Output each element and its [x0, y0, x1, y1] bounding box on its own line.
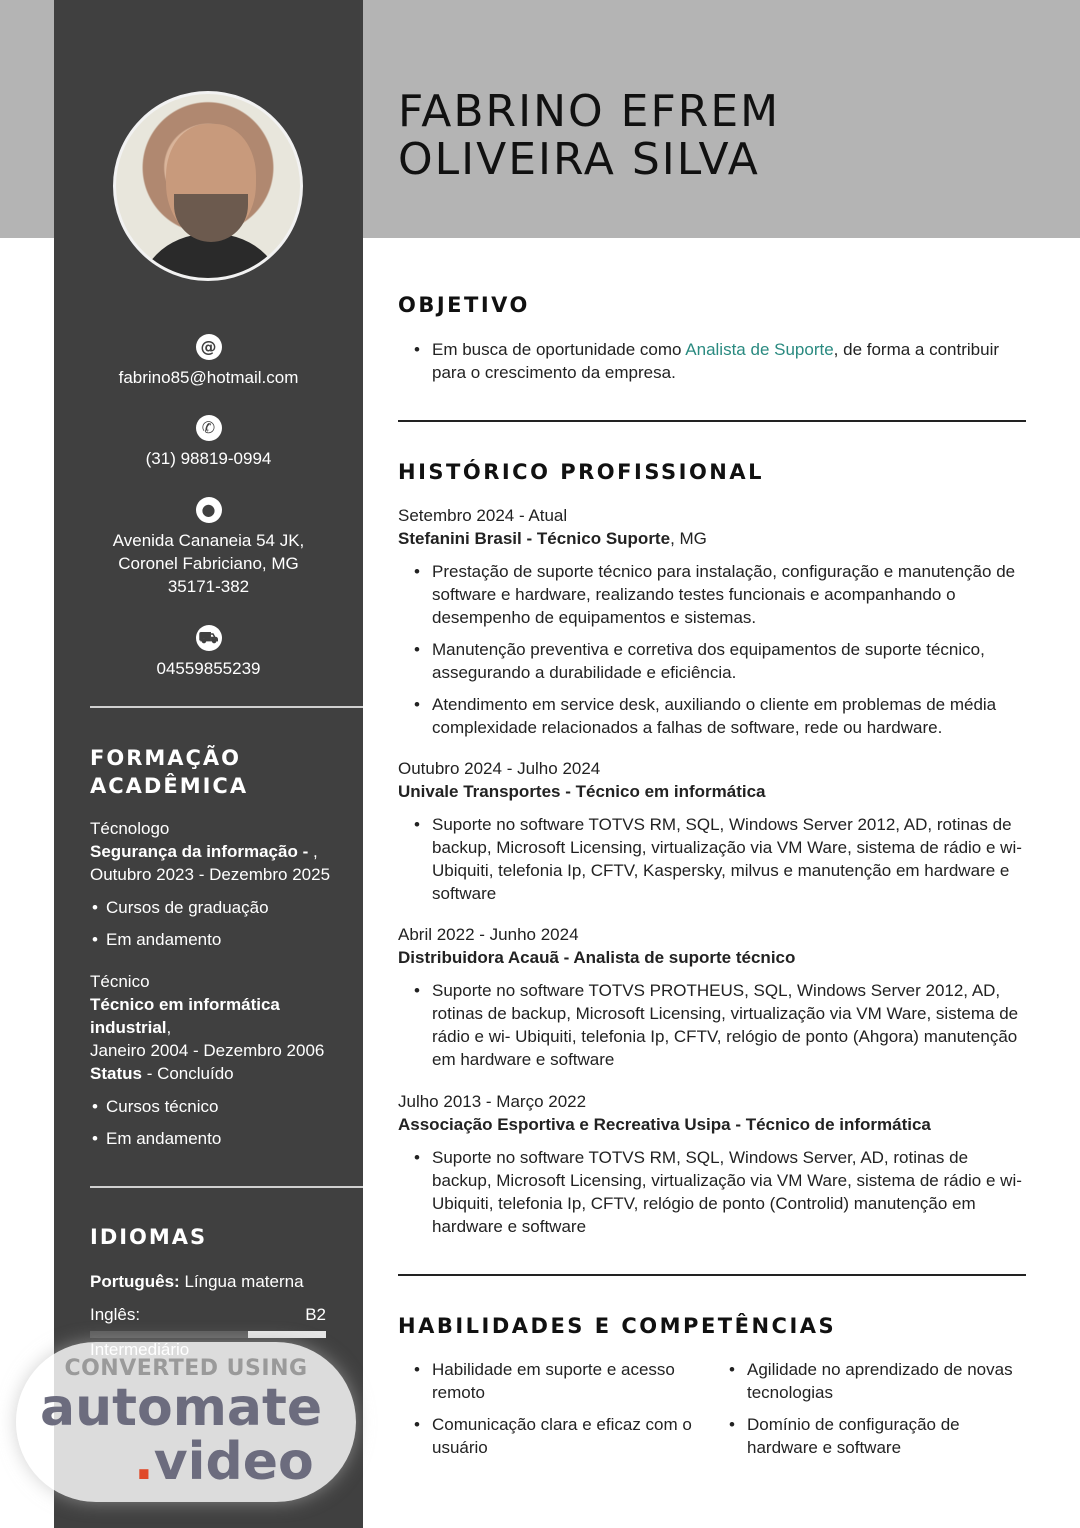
phone-text: (31) 98819-0994: [145, 449, 272, 468]
job-bullets: [398, 560, 1028, 739]
language-level-fill: [248, 1331, 326, 1338]
education-course: Segurança da informação -: [90, 842, 313, 861]
language-name: Inglês:: [90, 1305, 141, 1324]
list-item: • Prestação de suporte técnico para instalação, configuração e manutenção de software e hardware, realizando testes funcionais e acompanhando o desempenho de equipamentos e sistemas.: [398, 560, 1028, 629]
job-period: Julho 2013 - Março 2022: [398, 1092, 587, 1111]
job-title: Stefanini Brasil - Técnico Suporte: [398, 529, 671, 548]
objective-highlight: Analista de Suporte: [685, 340, 834, 359]
skill-item: • Habilidade em suporte e acesso remoto: [398, 1358, 713, 1404]
contact-license: [54, 625, 363, 680]
education-course: Técnico em informática industrial: [90, 995, 280, 1037]
list-item: • Suporte no software TOTVS RM, SQL, Windows Server 2012, AD, rotinas de backup, Microsoft Licensing, virtualização via VM Ware, sistema de rádio e wi- Ubiquiti, telefonia Ip, CFTV, Kaspersky, milvus e manutenção em hardware e software: [398, 813, 1028, 905]
skills-heading: HABILIDADES E COMPETÊNCIAS: [398, 1314, 837, 1338]
job-bullets: [398, 813, 1028, 905]
education-level: Técnico: [90, 972, 150, 991]
job-location: , MG: [670, 529, 707, 548]
education-entry: Técnico Técnico em informática industrial, Janeiro 2004 - Dezembro 2006 Status - Concluído • Cursos técnico • Em andamento: [90, 970, 340, 1159]
phone-icon: ✆: [196, 415, 222, 441]
license-text: 04559855239: [156, 659, 261, 678]
location-pin-icon: ●: [196, 497, 222, 523]
job-entry: [398, 757, 1028, 914]
job-entry: [398, 1090, 1028, 1247]
candidate-name: FABRINO EFREM OLIVEIRA SILVA: [398, 86, 781, 185]
sidebar: [54, 0, 363, 1528]
language-portuguese: [90, 1270, 326, 1293]
skills-column-right: [713, 1358, 1028, 1468]
education-status-value: - Concluído: [141, 1064, 234, 1083]
job-period: Outubro 2024 - Julho 2024: [398, 759, 601, 778]
car-icon: ⛟: [196, 625, 222, 651]
job-title: Distribuidora Acauã - Analista de suporte técnico: [398, 948, 796, 967]
watermark-badge: [16, 1342, 356, 1502]
sidebar-divider: [90, 706, 363, 708]
job-bullets: [398, 1146, 1028, 1238]
list-item: • Atendimento em service desk, auxiliando o cliente em problemas de média complexidade relacionados a falhas de software, rede ou hardware.: [398, 693, 1028, 739]
list-item: • Manutenção preventiva e corretiva dos equipamentos de suporte técnico, assegurando a durabilidade e eficiência.: [398, 638, 1028, 684]
watermark-brand: automate: [40, 1378, 323, 1438]
language-level-bar: [90, 1331, 326, 1338]
education-period: Janeiro 2004 - Dezembro 2006: [90, 1041, 325, 1060]
job-bullets: [398, 979, 1028, 1071]
section-divider: [398, 1274, 1026, 1276]
education-bullets: [90, 1095, 340, 1150]
skill-item: • Comunicação clara e eficaz com o usuário: [398, 1413, 713, 1459]
job-entry: [398, 923, 1028, 1080]
objective-text: • Em busca de oportunidade como Analista de Suporte, de forma a contribuir para o crescimento da empresa.: [398, 338, 1028, 384]
skill-item: • Domínio de configuração de hardware e software: [713, 1413, 1028, 1459]
objective-heading: OBJETIVO: [398, 293, 530, 317]
contact-address: [54, 497, 363, 598]
contact-email: [54, 334, 363, 389]
skills-list: [398, 1358, 1028, 1468]
job-period: Setembro 2024 - Atual: [398, 506, 568, 525]
skill-item: • Agilidade no aprendizado de novas tecnologias: [713, 1358, 1028, 1404]
language-level: Língua materna: [179, 1272, 304, 1291]
skills-column-left: [398, 1358, 713, 1468]
list-item: • Em andamento: [90, 1127, 340, 1150]
at-icon: @: [196, 334, 222, 360]
watermark-caption: CONVERTED USING: [64, 1356, 308, 1381]
job-title: Associação Esportiva e Recreativa Usipa - Técnico de informática: [398, 1115, 931, 1134]
language-level-code: B2: [305, 1305, 326, 1324]
language-name: Português:: [90, 1272, 180, 1291]
section-divider: [398, 420, 1026, 422]
list-item: • Em andamento: [90, 928, 340, 951]
education-period: Outubro 2023 - Dezembro 2025: [90, 865, 331, 884]
profile-photo: [113, 91, 303, 281]
languages-heading: IDIOMAS: [90, 1225, 208, 1249]
education-level: Técnologo: [90, 819, 170, 838]
education-bullets: [90, 896, 340, 951]
history-heading: HISTÓRICO PROFISSIONAL: [398, 460, 765, 484]
job-entry: [398, 504, 1028, 748]
objective-list: [398, 338, 1028, 393]
address-text: Avenida Cananeia 54 JK, Coronel Fabriciano, MG 35171-382: [112, 531, 305, 596]
language-english: [90, 1303, 326, 1326]
education-entry: Técnologo Segurança da informação - , Outubro 2023 - Dezembro 2025 • Cursos de graduação • Em andamento: [90, 817, 340, 960]
job-period: Abril 2022 - Junho 2024: [398, 925, 579, 944]
education-heading: FORMAÇÃO ACADÊMICA: [90, 746, 249, 798]
watermark-brand-suffix: .video: [134, 1432, 314, 1492]
list-item: • Cursos de graduação: [90, 896, 340, 919]
contact-phone: [54, 415, 363, 470]
email-text: fabrino85@hotmail.com: [118, 368, 299, 387]
list-item: • Suporte no software TOTVS RM, SQL, Windows Server, AD, rotinas de backup, Microsoft Licensing, virtualização via VM Ware, sistema de rádio e wi- Ubiquiti, telefonia Ip, CFTV, relógio de ponto (Controlid) manutenção em hardware e software: [398, 1146, 1028, 1238]
list-item: • Cursos técnico: [90, 1095, 340, 1118]
list-item: • Suporte no software TOTVS PROTHEUS, SQL, Windows Server 2012, AD, rotinas de backup, Microsoft Licensing, virtualização via VM Ware, sistema de rádio e wi- Ubiquiti, telefonia Ip, CFTV, relógio de ponto (Ahgora) manutenção em hardware e software: [398, 979, 1028, 1071]
job-title: Univale Transportes - Técnico em informática: [398, 782, 766, 801]
sidebar-divider: [90, 1186, 363, 1188]
education-status-label: Status: [90, 1064, 142, 1083]
